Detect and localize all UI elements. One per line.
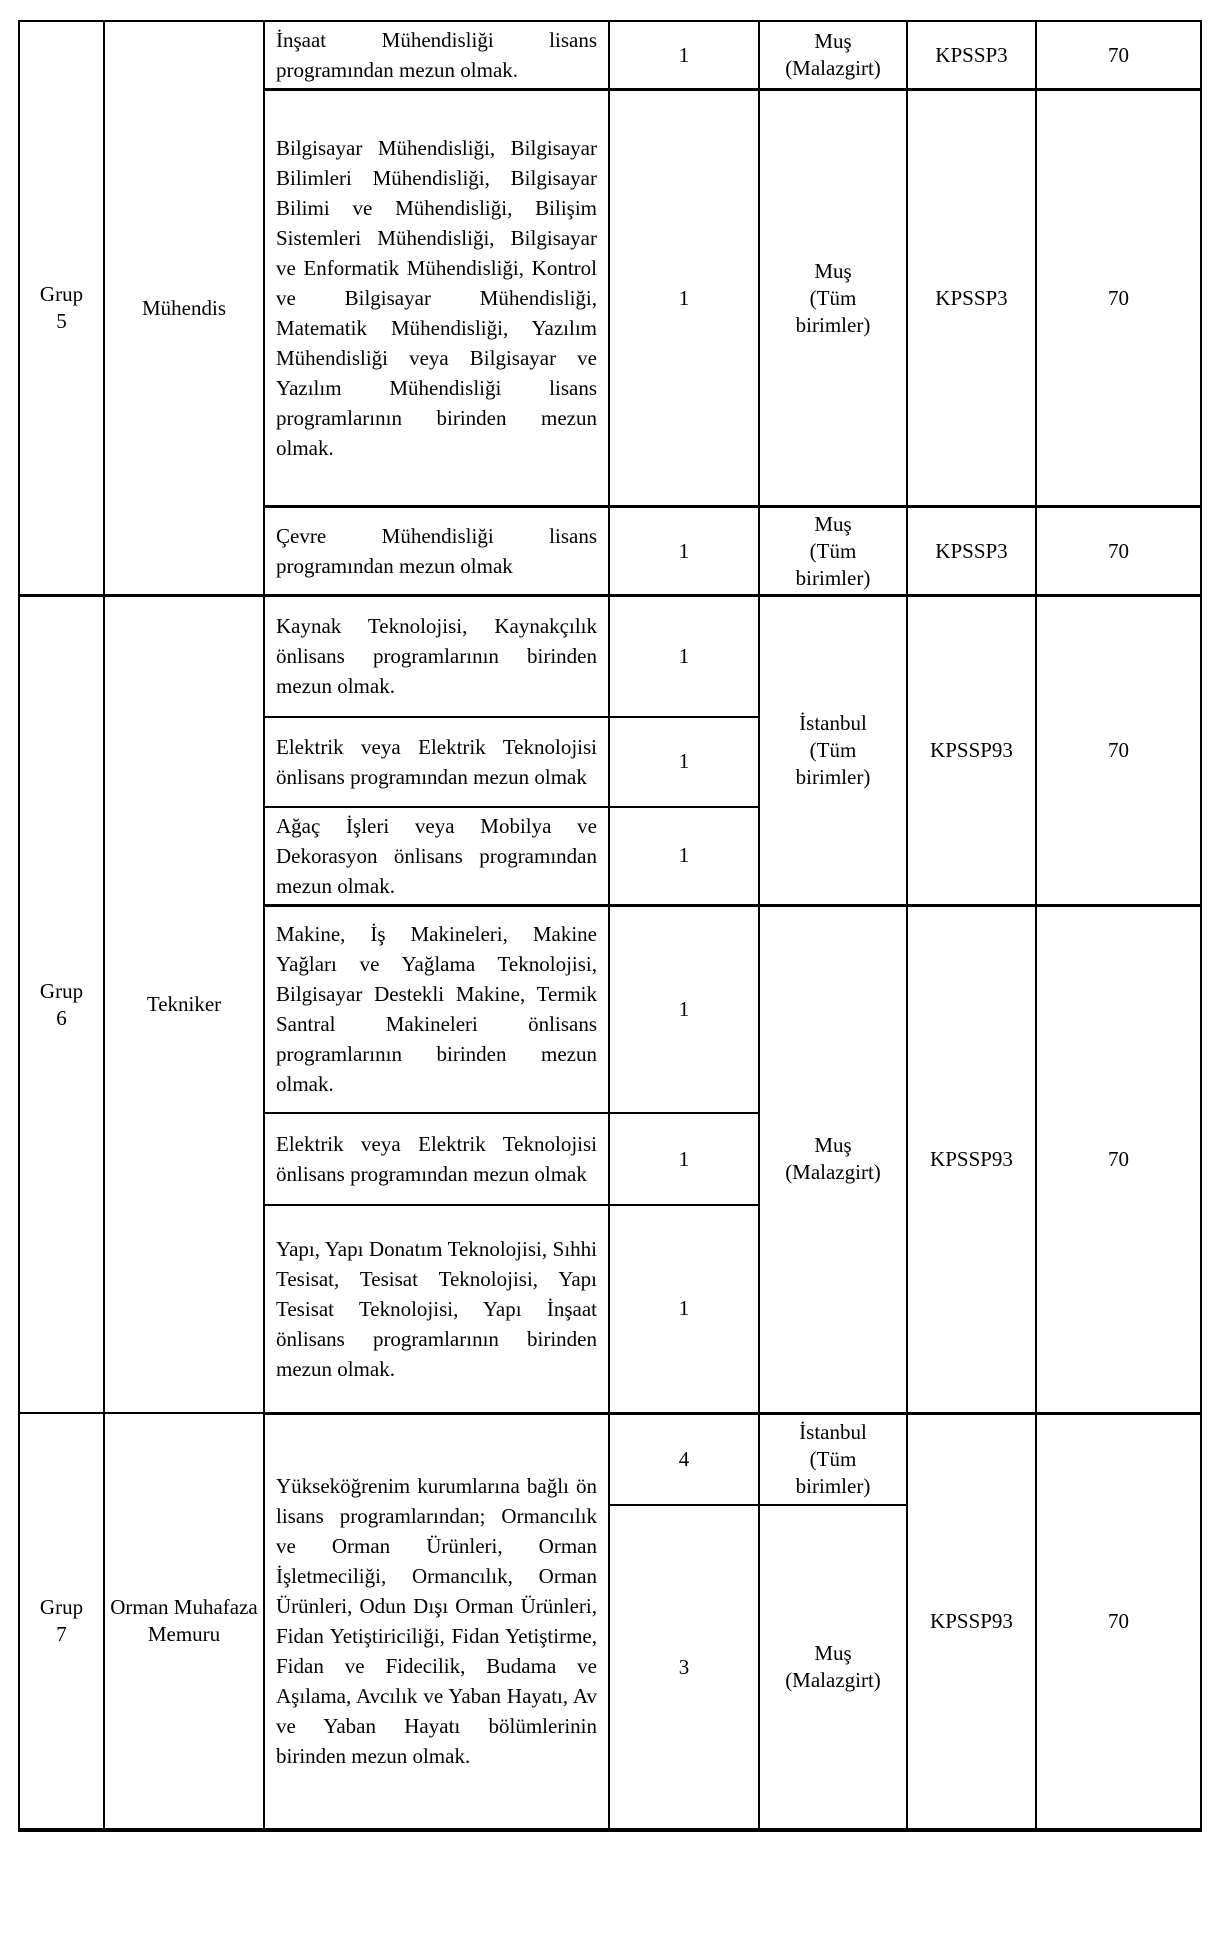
group-label: Grup 6	[39, 978, 84, 1030]
score-cell: 70	[1036, 90, 1201, 507]
score-cell: 70	[1036, 596, 1201, 906]
table-row	[19, 21, 1201, 90]
location-cell	[759, 905, 907, 1413]
location-cell	[759, 21, 907, 90]
kpss-type-cell: KPSSP93	[907, 905, 1036, 1413]
group-label-cell	[19, 596, 104, 1414]
count-cell: 1	[609, 507, 759, 596]
location-cell	[759, 596, 907, 906]
table-row	[19, 596, 1201, 717]
group-label: Grup 5	[39, 282, 84, 333]
education-cell: Makine, İş Makineleri, Makine Yağları ve Yağlama Teknolojisi, Bilgisayar Destekli Makine, Termik Santral Makineleri önlisans programlarının birinden mezun olmak.	[264, 905, 609, 1113]
count-cell: 1	[609, 717, 759, 807]
location-text: Muş (Malazgirt)	[785, 1133, 881, 1184]
kpss-type-cell: KPSSP3	[907, 21, 1036, 90]
education-cell: İnşaat Mühendisliği lisans programından mezun olmak.	[264, 21, 609, 90]
count-cell: 3	[609, 1505, 759, 1830]
count-cell: 4	[609, 1413, 759, 1505]
count-cell: 1	[609, 21, 759, 90]
position-title-cell: Tekniker	[104, 596, 264, 1414]
location-cell	[759, 507, 907, 596]
location-cell	[759, 1413, 907, 1505]
location-text: İstanbul (Tüm birimler)	[795, 1419, 871, 1498]
group-label-cell	[19, 1413, 104, 1830]
position-title-cell: Orman Muhafaza Memuru	[104, 1413, 264, 1830]
education-cell: Çevre Mühendisliği lisans programından mezun olmak	[264, 507, 609, 596]
location-text: Muş (Malazgirt)	[785, 1641, 881, 1692]
kpss-type-cell: KPSSP3	[907, 507, 1036, 596]
count-cell: 1	[609, 905, 759, 1113]
score-cell: 70	[1036, 21, 1201, 90]
location-cell	[759, 1505, 907, 1830]
kpss-type-cell: KPSSP93	[907, 1413, 1036, 1830]
score-cell: 70	[1036, 1413, 1201, 1830]
scanned-document-page	[0, 20, 1220, 1940]
education-cell: Yapı, Yapı Donatım Teknolojisi, Sıhhi Tesisat, Tesisat Teknolojisi, Yapı Tesisat Teknolojisi, Yapı İnşaat önlisans programlarının birinden mezun olmak.	[264, 1205, 609, 1413]
position-title-cell: Mühendis	[104, 21, 264, 596]
location-text: Muş (Tüm birimler)	[795, 258, 871, 337]
location-text: İstanbul (Tüm birimler)	[795, 710, 871, 789]
count-cell: 1	[609, 807, 759, 906]
education-cell: Elektrik veya Elektrik Teknolojisi önlisans programından mezun olmak	[264, 1113, 609, 1205]
group-label: Grup 7	[39, 1595, 84, 1646]
count-cell: 1	[609, 1205, 759, 1413]
group-label-cell	[19, 21, 104, 596]
education-cell: Yükseköğrenim kurumlarına bağlı ön lisans programlarından; Ormancılık ve Orman Ürünleri, Orman İşletmeciliği, Ormancılık, Orman Ürünleri, Odun Dışı Orman Ürünleri, Fidan Yetiştiriciliği, Fidan Yetiştirme, Fidan ve Fidecilik, Budama ve Aşılama, Avcılık ve Yaban Hayatı, Av ve Yaban Hayatı bölümlerinin birinden mezun olmak.	[264, 1413, 609, 1830]
education-cell: Elektrik veya Elektrik Teknolojisi önlisans programından mezun olmak	[264, 717, 609, 807]
count-cell: 1	[609, 1113, 759, 1205]
table-row	[19, 1413, 1201, 1505]
score-cell: 70	[1036, 507, 1201, 596]
location-cell	[759, 90, 907, 507]
location-text: Muş (Tüm birimler)	[795, 511, 871, 590]
kpss-type-cell: KPSSP3	[907, 90, 1036, 507]
kpss-type-cell: KPSSP93	[907, 596, 1036, 906]
education-cell: Bilgisayar Mühendisliği, Bilgisayar Bilimleri Mühendisliği, Bilgisayar Bilimi ve Mühendisliği, Bilişim Sistemleri Mühendisliği, Bilgisayar ve Enformatik Mühendisliği, Kontrol ve Bilgisayar Mühendisliği, Matematik Mühendisliği, Yazılım Mühendisliği veya Bilgisayar ve Yazılım Mühendisliği lisans programlarının birinden mezun olmak.	[264, 90, 609, 507]
job-postings-table	[18, 20, 1202, 1832]
education-cell: Ağaç İşleri veya Mobilya ve Dekorasyon önlisans programından mezun olmak.	[264, 807, 609, 906]
location-text: Muş (Malazgirt)	[785, 29, 881, 80]
education-cell: Kaynak Teknolojisi, Kaynakçılık önlisans programlarının birinden mezun olmak.	[264, 596, 609, 717]
count-cell: 1	[609, 90, 759, 507]
score-cell: 70	[1036, 905, 1201, 1413]
count-cell: 1	[609, 596, 759, 717]
